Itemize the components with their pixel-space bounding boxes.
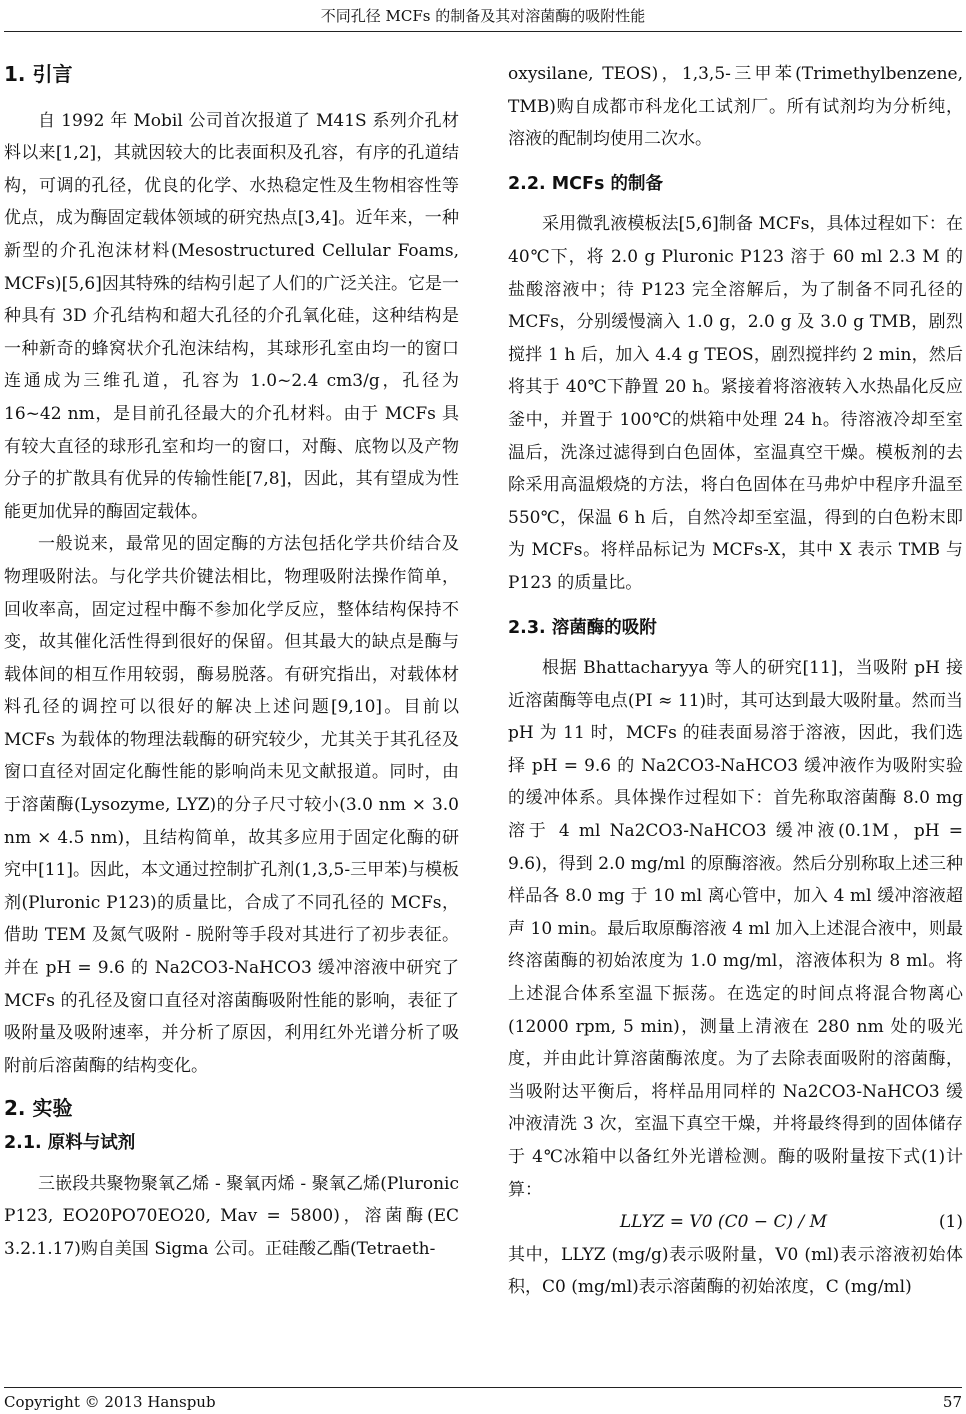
section-2-title: 2. 实验: [4, 1096, 73, 1121]
materials-paragraph: 三嵌段共聚物聚氧乙烯 - 聚氧丙烯 - 聚氧乙烯(Pluronic P123, EO20PO70EO20, Mav = 5800)，溶菌酶(EC 3.2.1.17)购自美国 Sigma 公司。正硅酸乙酯(Tetraeth-: [4, 1173, 459, 1259]
footer-page-number: 57: [942, 1393, 962, 1411]
preparation-paragraph: 采用微乳液模板法[5,6]制备 MCFs，具体过程如下：在 40℃下，将 2.0 g Pluronic P123 溶于 60 ml 2.3 M 的盐酸溶液中；待 P123 完全溶解后，为了制备不同孔径的 MCFs，分别缓慢滴入 1.0 g，2.0 g 及 3.0 g TMB，剧烈搅拌 1 h 后，加入 4.4 g TEOS，剧烈搅拌约 2 min，然后将其于 40℃下静置 20 h。紧接着将溶液转入水热晶化反应釜中，并置于 100℃的烘箱中处理 24 h。待溶液冷却至室温后，洗涤过滤得到白色固体，室温真空干燥。模板剂的去除采用高温煅烧的方法，将白色固体在马弗炉中程序升温至 550℃，保温 6 h 后，自然冷却至室温，得到的白色粉末即为 MCFs。将样品标记为 MCFs-X，其中 X 表示 TMB 与 P123 的质量比。: [508, 214, 963, 593]
right-column: [508, 40, 963, 1304]
materials-continued-paragraph: oxysilane, TEOS)，1,3,5-三甲苯(Trimethylbenzene, TMB)购自成都市科龙化工试剂厂。所有试剂均为分析纯，溶液的配制均使用二次水。: [508, 64, 963, 150]
equation-number: (1): [938, 1212, 963, 1233]
equation-explanation-paragraph: 其中，LLYZ (mg/g)表示吸附量，V0 (ml)表示溶液初始体积，C0 (mg/ml)表示溶菌酶的初始浓度，C (mg/ml): [508, 1244, 963, 1298]
header-rule: [4, 31, 962, 32]
equation-body: LLYZ = V0 (C0 − C) / M: [619, 1212, 828, 1233]
section-1-title: 1. 引言: [4, 62, 73, 86]
section-2-3-title: 2.3. 溶菌酶的吸附: [508, 617, 657, 638]
intro-paragraph-1: 自 1992 年 Mobil 公司首次报道了 M41S 系列介孔材料以来[1,2]，其就因较大的比表面积及孔容，有序的孔道结构，可调的孔径，优良的化学、水热稳定性及生物相容性等优点，成为酶固定载体领域的研究热点[3,4]。近年来，一种新型的介孔泡沫材料(Mesostructured Cellular Foams, MCFs)[5,6]因其特殊的结构引起了人们的广泛关注。它是一种具有 3D 介孔结构和超大孔径的介孔氧化硅，这种结构是一种新奇的蜂窝状介孔泡沫结构，其球形孔室由均一的窗口连通成为三维孔道，孔容为 1.0~2.4 cm3/g，孔径为 16~42 nm，是目前孔径最大的介孔材料。由于 MCFs 具有较大直径的球形孔室和均一的窗口，对酶、底物以及产物分子的扩散具有优异的传输性能[7,8]，因此，其有望成为性能更加优异的酶固定载体。: [4, 110, 459, 522]
section-2-1-title: 2.1. 原料与试剂: [4, 1133, 136, 1153]
intro-paragraph-2: 一般说来，最常见的固定酶的方法包括化学共价结合及物理吸附法。与化学共价键法相比，物理吸附法操作简单，回收率高，固定过程中酶不参加化学反应，整体结构保持不变，故其催化活性得到很好的保留。但其最大的缺点是酶与载体间的相互作用较弱，酶易脱落。有研究指出，对载体材料孔径的调控可以很好的解决上述问题[9,10]。目前以 MCFs 为载体的物理法载酶的研究较少，尤其关于其孔径及窗口直径对固定化酶性能的影响尚未见文献报道。同时，由于溶菌酶(Lysozyme, LYZ)的分子尺寸较小(3.0 nm × 3.0 nm × 4.5 nm)，且结构简单，故其多应用于固定化酶的研究中[11]。因此，本文通过控制扩孔剂(1,3,5-三甲苯)与模板剂(Pluronic P123)的质量比，合成了不同孔径的 MCFs，借助 TEM 及氮气吸附 - 脱附等手段对其进行了初步表征。并在 pH = 9.6 的 Na2CO3-NaHCO3 缓冲溶液中研究了 MCFs 的孔径及窗口直径对溶菌酶吸附性能的影响，表征了吸附量及吸附速率，并分析了原因，利用红外光谱分析了吸附前后溶菌酶的结构变化。: [4, 534, 459, 1076]
equation-1: [508, 1206, 963, 1239]
left-column: [4, 40, 459, 1265]
adsorption-paragraph: 根据 Bhattacharyya 等人的研究[11]，当吸附 pH 接近溶菌酶等电点(PI ≈ 11)时，其可达到最大吸附量。然而当 pH 为 11 时，MCFs 的硅表面易溶于溶液，因此，我们选择 pH = 9.6 的 Na2CO3-NaHCO3 缓冲液作为吸附实验的缓冲体系。具体操作过程如下：首先称取溶菌酶 8.0 mg 溶于 4 ml Na2CO3-NaHCO3 缓冲液(0.1M，pH = 9.6)，得到 2.0 mg/ml 的原酶溶液。然后分别称取上述三种样品各 8.0 mg 于 10 ml 离心管中，加入 4 ml 缓冲溶液超声 10 min。最后取原酶溶液 4 ml 加入上述混合液中，则最终溶菌酶的初始浓度为 1.0 mg/ml，溶液体积为 8 ml。将上述混合体系室温下振荡。在选定的时间点将混合物离心(12000 rpm, 5 min)，测量上清液在 280 nm 处的吸光度，并由此计算溶菌酶浓度。为了去除表面吸附的溶菌酶，当吸附达平衡后，将样品用同样的 Na2CO3-NaHCO3 缓冲液清洗 3 次，室温下真空干燥，并将最终得到的固体储存于 4℃冰箱中以备红外光谱检测。酶的吸附量按下式(1)计算：: [508, 658, 963, 1200]
footer-copyright: Copyright © 2013 Hanspub: [4, 1393, 216, 1411]
running-header: 不同孔径 MCFs 的制备及其对溶菌酶的吸附性能: [320, 7, 646, 25]
section-2-2-title: 2.2. MCFs 的制备: [508, 173, 663, 194]
footer-rule: [4, 1387, 962, 1388]
